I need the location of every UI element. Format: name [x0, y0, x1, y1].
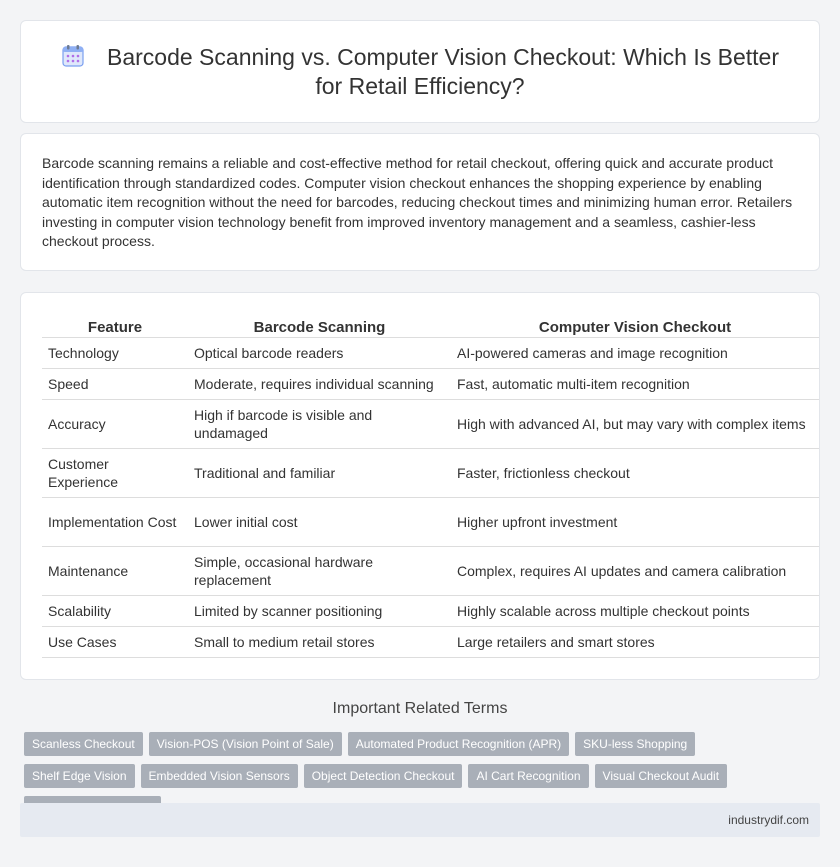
feature-cell: Speed: [42, 368, 188, 399]
page-title: Barcode Scanning vs. Computer Vision Checkout: Which Is Better for Retail Efficiency?: [107, 44, 780, 99]
table-row: [42, 368, 819, 399]
feature-cell: Scalability: [42, 595, 188, 626]
table-row: [42, 448, 819, 497]
feature-cell: Accuracy: [42, 399, 188, 448]
vision-cell: Large retailers and smart stores: [451, 626, 819, 657]
table-row: [42, 595, 819, 626]
feature-cell: Use Cases: [42, 626, 188, 657]
related-tag[interactable]: Vision-POS (Vision Point of Sale): [149, 732, 342, 756]
table-row: [42, 546, 819, 595]
barcode-cell: Small to medium retail stores: [188, 626, 451, 657]
header-feature: Feature: [42, 317, 188, 337]
calendar-icon: [61, 44, 85, 68]
table-row: [42, 399, 819, 448]
vision-cell: Fast, automatic multi-item recognition: [451, 368, 819, 399]
comparison-card: [20, 292, 820, 680]
footer-source[interactable]: industrydif.com: [728, 813, 809, 827]
header-vision: Computer Vision Checkout: [451, 317, 819, 337]
feature-cell: Customer Experience: [42, 448, 188, 497]
vision-cell: Faster, frictionless checkout: [451, 448, 819, 497]
comparison-table: [42, 317, 819, 658]
barcode-cell: Traditional and familiar: [188, 448, 451, 497]
header-barcode: Barcode Scanning: [188, 317, 451, 337]
table-row: [42, 626, 819, 657]
footer: [20, 803, 820, 837]
title-wrap: [21, 43, 819, 101]
vision-cell: Highly scalable across multiple checkout points: [451, 595, 819, 626]
intro-card: [20, 133, 820, 271]
related-tag[interactable]: Visual Checkout Audit: [595, 764, 728, 788]
related-tag[interactable]: Object Detection Checkout: [304, 764, 463, 788]
barcode-cell: Lower initial cost: [188, 497, 451, 546]
feature-cell: Maintenance: [42, 546, 188, 595]
related-tag[interactable]: Shelf Edge Vision: [24, 764, 135, 788]
barcode-cell: Moderate, requires individual scanning: [188, 368, 451, 399]
related-tag[interactable]: Scanless Checkout: [24, 732, 143, 756]
table-header-row: [42, 317, 819, 337]
barcode-cell: Simple, occasional hardware replacement: [188, 546, 451, 595]
table-row: [42, 497, 819, 546]
vision-cell: Complex, requires AI updates and camera calibration: [451, 546, 819, 595]
related-tag[interactable]: Automated Product Recognition (APR): [348, 732, 569, 756]
related-tag[interactable]: SKU-less Shopping: [575, 732, 695, 756]
barcode-cell: High if barcode is visible and undamaged: [188, 399, 451, 448]
feature-cell: Technology: [42, 337, 188, 368]
vision-cell: AI-powered cameras and image recognition: [451, 337, 819, 368]
vision-cell: Higher upfront investment: [451, 497, 819, 546]
feature-cell: Implementation Cost: [42, 497, 188, 546]
related-tag[interactable]: Embedded Vision Sensors: [141, 764, 298, 788]
vision-cell: High with advanced AI, but may vary with complex items: [451, 399, 819, 448]
intro-paragraph: Barcode scanning remains a reliable and cost-effective method for retail checkout, offering quick and accurate product identification through standardized codes. Computer vision checkout enhances the shopping experience by enabling automatic item recognition without the need for barcodes, reducing checkout times and minimizing human error. Retailers investing in computer vision technology benefit from improved inventory management and a seamless, cashier-less checkout process.: [42, 155, 793, 249]
barcode-cell: Limited by scanner positioning: [188, 595, 451, 626]
related-terms-heading: Important Related Terms: [332, 700, 508, 717]
title-card: [20, 20, 820, 123]
barcode-cell: Optical barcode readers: [188, 337, 451, 368]
related-tag[interactable]: AI Cart Recognition: [468, 764, 588, 788]
table-row: [42, 337, 819, 368]
